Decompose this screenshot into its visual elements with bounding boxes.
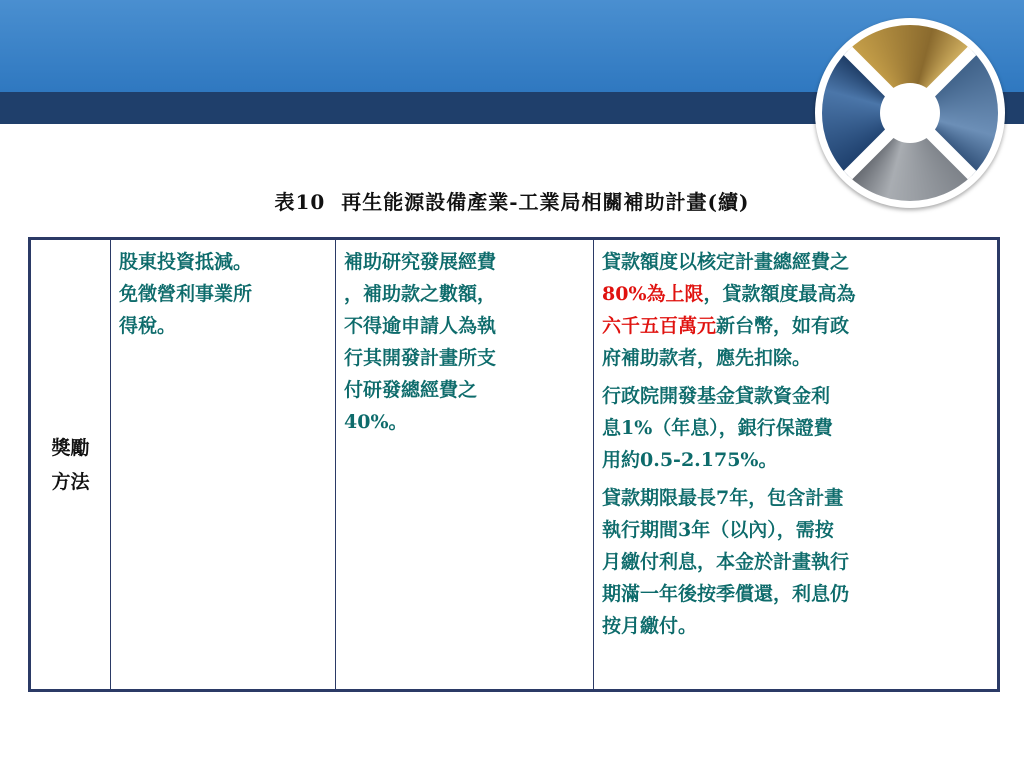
row-label-line2: 方法 — [51, 470, 90, 493]
loan-p2-line1: 行政院開發基金貸款資金利 — [602, 385, 831, 407]
loan-p1-line1: 貸款額度以核定計畫總經費之 — [602, 251, 850, 273]
rd-line: 行其開發計畫所支 — [344, 347, 497, 369]
loan-p3-line1: 貸款期限最長7年，包含計畫 — [602, 487, 844, 509]
loan-p3-line4: 期滿一年後按季償還，利息仍 — [602, 583, 850, 605]
row-label-cell — [30, 239, 111, 691]
rd-line: 補助研究發展經費 — [344, 251, 497, 273]
tax-line3: 得稅。 — [119, 315, 177, 337]
loan-max-highlight: 六千五百萬元 — [602, 315, 717, 337]
rd-line: 40%。 — [344, 411, 408, 433]
tax-line1: 股東投資抵減。 — [119, 251, 253, 273]
loan-p2-line2: 息1%（年息），銀行保證費 — [602, 417, 833, 439]
loan-p1-line2: 80%為上限，貸款額度最高為 — [602, 283, 856, 305]
tax-incentive-cell — [111, 239, 336, 691]
row-label-line1: 獎勵 — [51, 436, 90, 459]
logo-image-segments — [822, 25, 998, 201]
loan-terms-cell — [594, 239, 999, 691]
tax-line2: 免徵營利事業所 — [119, 283, 253, 305]
slide-title: 表10 再生能源設備產業-工業局相關補助計畫(續) — [274, 190, 750, 214]
loan-amount-paragraph — [602, 246, 989, 374]
rd-subsidy-cell — [336, 239, 594, 691]
rd-line: 付研發總經費之 — [344, 379, 478, 401]
loan-p3-line5: 按月繳付。 — [602, 615, 698, 637]
loan-p3-line2: 執行期間3年（以內），需按 — [602, 519, 834, 541]
decorative-logo-disc — [815, 18, 1005, 208]
repayment-paragraph — [602, 482, 989, 642]
rd-line: ，補助款之數額， — [344, 283, 497, 305]
interest-paragraph — [602, 380, 989, 476]
logo-center-hole — [880, 83, 940, 143]
loan-p3-line3: 月繳付利息，本金於計畫執行 — [602, 551, 850, 573]
loan-limit-highlight: 80%為上限 — [602, 283, 704, 305]
loan-p1-line4: 府補助款者，應先扣除。 — [602, 347, 812, 369]
loan-p1-line3: 六千五百萬元新台幣，如有政 — [602, 315, 850, 337]
loan-p2-line3: 用約0.5-2.175%。 — [602, 449, 778, 471]
table-row — [30, 239, 999, 691]
rd-line: 不得逾申請人為執 — [344, 315, 497, 337]
subsidy-table — [28, 237, 1000, 692]
